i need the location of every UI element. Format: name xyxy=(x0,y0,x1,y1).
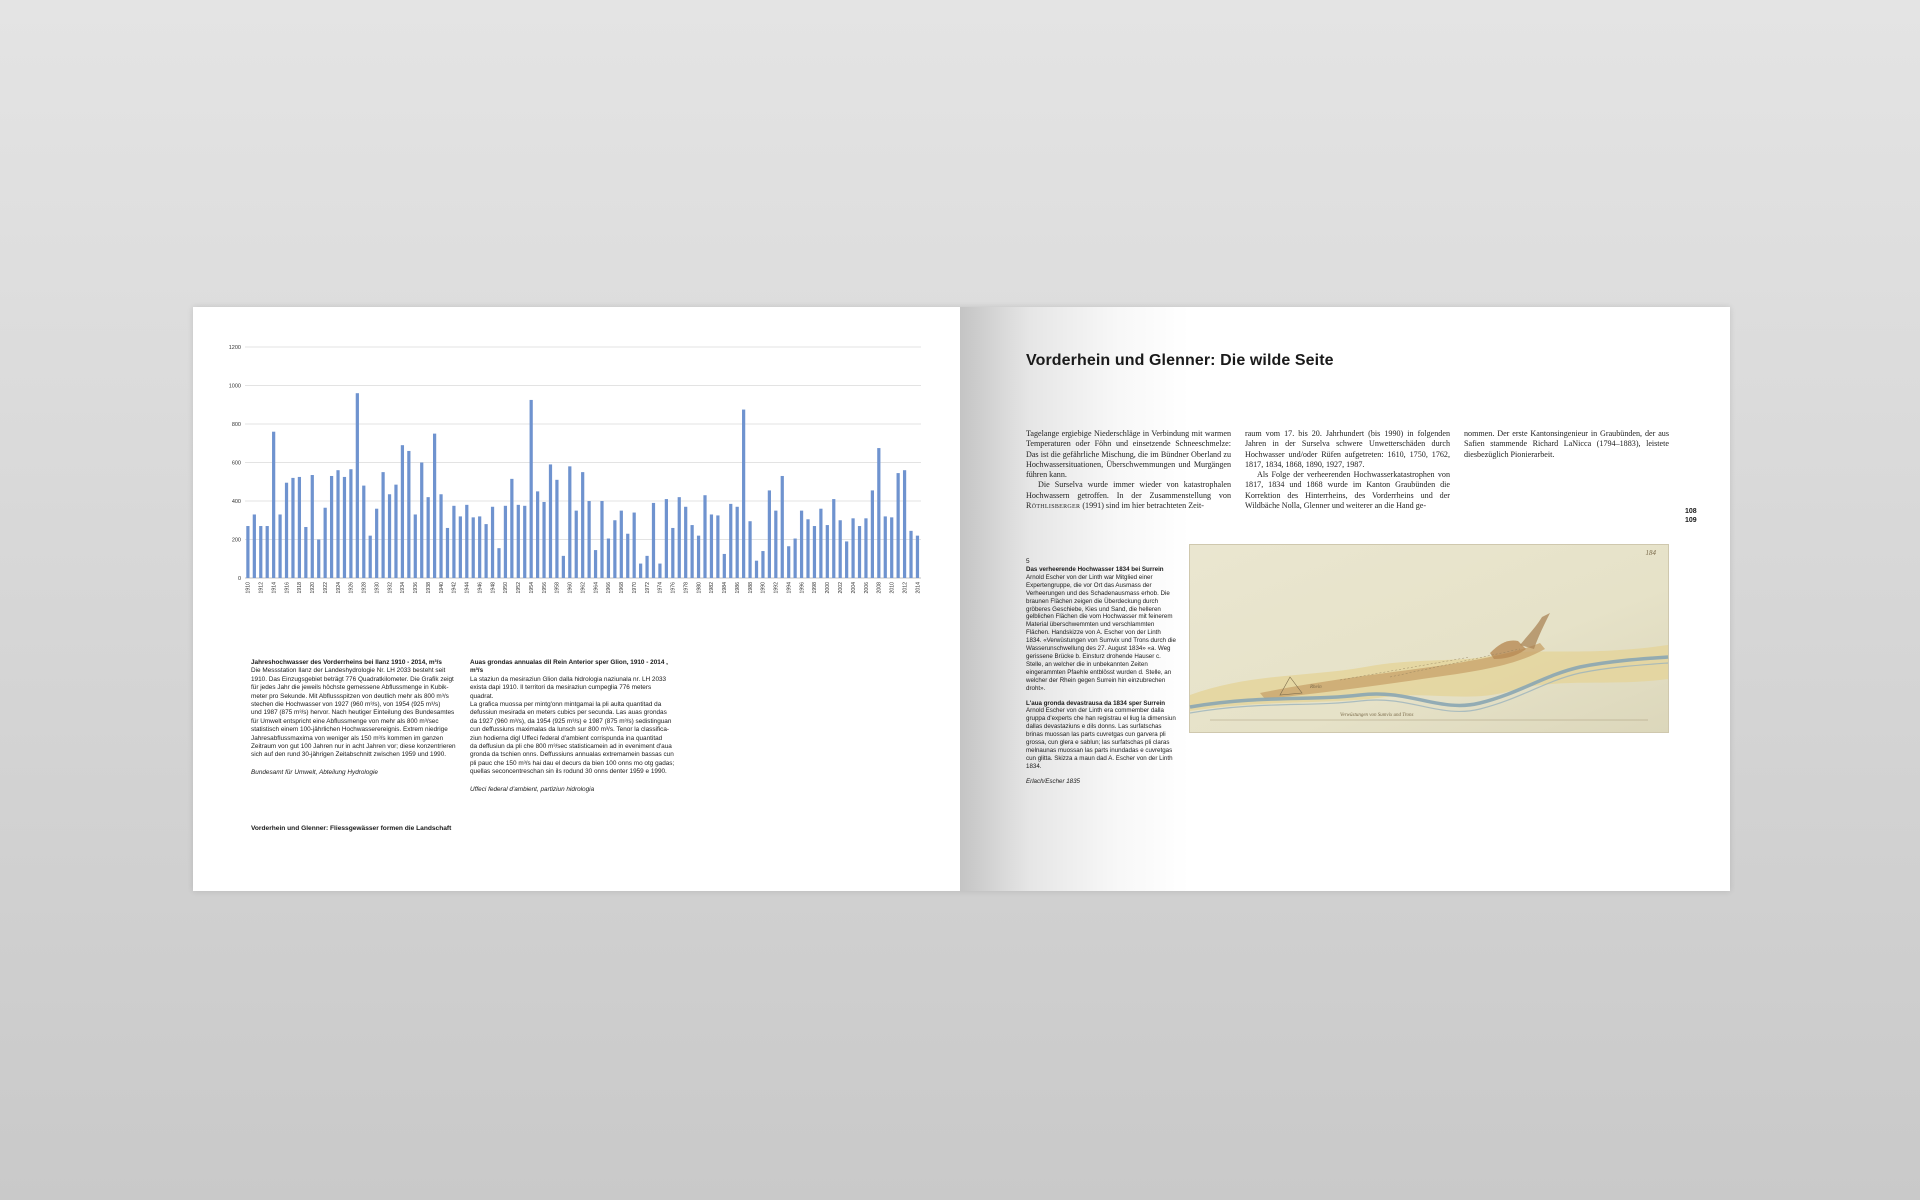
caption-line: pli pauc che 150 m³/s hai dau el decurs da bien 100 onns mo otg gadas; xyxy=(470,759,675,767)
flood-bar-chart xyxy=(228,345,923,657)
y-tick-label: 600 xyxy=(231,460,241,467)
bar xyxy=(819,509,822,578)
bar xyxy=(890,517,893,578)
x-tick-label: 1910 xyxy=(245,582,252,594)
bar xyxy=(336,470,339,578)
bar xyxy=(356,393,359,578)
paragraph: nommen. Der erste Kantonsingenieur in Graubünden, der aus Safien stammende Richard LaNicca (1794–1883), leistete diesbezüglich Pionierarbeit. xyxy=(1464,429,1669,459)
caption-german-source: Bundesamt für Umwelt, Abteilung Hydrologie xyxy=(251,768,378,776)
bar xyxy=(845,541,848,578)
x-tick-label: 1916 xyxy=(284,582,291,594)
bar xyxy=(864,518,867,578)
bar xyxy=(401,445,404,578)
left-page xyxy=(193,307,960,891)
right-page xyxy=(960,307,1730,891)
bar xyxy=(304,527,307,578)
bar xyxy=(884,516,887,578)
caption-romansh xyxy=(470,659,675,794)
caption-german-text xyxy=(251,667,456,759)
bar xyxy=(897,473,900,578)
x-tick-label: 1930 xyxy=(374,582,381,594)
y-tick-label: 800 xyxy=(231,422,241,428)
paragraph: Tagelange ergiebige Niederschläge in Verbindung mit warmen Temperaturen oder Föhn und einsetzende Schneeschmelze: Das ist die gefährliche Mischung, die im Bündner Oberland zu Hochwassersituationen, Überschwemmungen und Murgängen führen kann. xyxy=(1026,429,1231,480)
x-tick-label: 2006 xyxy=(863,582,870,594)
bar xyxy=(478,516,481,578)
caption-romansh-text xyxy=(470,676,675,777)
caption-line: La grafica muossa per mintg'onn mintgamai la pli aulta quantitad da xyxy=(470,701,662,709)
bar xyxy=(375,509,378,578)
page-number: 108 xyxy=(1685,508,1697,515)
x-tick-label: 1926 xyxy=(348,582,355,594)
bar xyxy=(671,528,674,578)
y-tick-label: 0 xyxy=(237,576,241,582)
bar xyxy=(678,497,681,578)
caption-german-title: Jahreshochwasser des Vorderrheins bei Ilanz 1910 - 2014, m³/s xyxy=(251,659,442,666)
caption-line: stechen die Hochwasser von 1927 (960 m³/s), von 1954 (925 m³/s) xyxy=(251,701,441,709)
bar xyxy=(420,463,423,579)
bar xyxy=(414,514,417,578)
bar xyxy=(555,480,558,578)
x-tick-label: 1962 xyxy=(580,582,587,594)
x-tick-label: 1996 xyxy=(799,582,806,594)
x-tick-label: 2000 xyxy=(825,582,832,594)
x-tick-label: 1974 xyxy=(657,582,664,594)
bar xyxy=(703,495,706,578)
x-tick-label: 1960 xyxy=(567,582,574,594)
bar xyxy=(510,479,513,578)
map-river-label: Rhein xyxy=(1310,685,1322,690)
caption-line: da 1927 (960 m³/s), da 1954 (925 m³/s) e 1987 (875 m³/s) sedistinguan xyxy=(470,717,672,725)
x-tick-label: 1998 xyxy=(812,582,819,594)
paragraph-text: Die Surselva wurde immer wieder von katastrophalen Hochwassern getroffen. In der Zusammenstellung von xyxy=(1026,480,1231,500)
bar xyxy=(324,508,327,578)
bar xyxy=(613,520,616,578)
bar xyxy=(858,526,861,578)
x-tick-label: 1924 xyxy=(335,582,342,594)
bar xyxy=(298,477,301,578)
figure-source: Erlach/Escher 1835 xyxy=(1026,777,1080,785)
body-column-3 xyxy=(1464,429,1669,460)
bar xyxy=(562,556,565,578)
paragraph: Als Folge der verheerenden Hochwasserkatastrophen von 1817, 1834 und 1868 wurde im Kanton Graubünden die Korrektion des Hinterrheins, des Vorderrheins und der Wildbäche Nolla, Glenner und weiterer an die Hand ge- xyxy=(1245,470,1450,511)
bar xyxy=(542,502,545,578)
caption-line: 1910. Das Einzugsgebiet beträgt 776 Quadratkilometer. Die Grafik zeigt xyxy=(251,675,454,683)
bar xyxy=(439,494,442,578)
bar xyxy=(652,503,655,578)
author-reference: Röthlisberger xyxy=(1026,501,1081,511)
x-tick-label: 1944 xyxy=(464,582,471,594)
caption-line: exista dapi 1910. Il territori da mesiraziun cumpeglia 776 meters quadrat. xyxy=(470,684,652,700)
caption-line: meter pro Sekunde. Mit Abflussspitzen von deutlich mehr als 800 m³/s xyxy=(251,692,449,700)
x-tick-label: 1966 xyxy=(606,582,613,594)
paragraph-text: (1991) sind im hier betrachteten Zeit- xyxy=(1080,501,1204,511)
bar xyxy=(742,410,745,578)
bar xyxy=(658,564,661,578)
x-tick-label: 1920 xyxy=(310,582,317,594)
bar xyxy=(639,564,642,578)
bar xyxy=(317,540,320,579)
x-tick-label: 1946 xyxy=(477,582,484,594)
bar xyxy=(259,526,262,578)
map-corner-label: 184 xyxy=(1645,549,1656,557)
bar xyxy=(246,526,249,578)
paragraph: raum vom 17. bis 20. Jahrhundert (bis 1990) in folgenden Jahren in der Surselva schwere Unwetterschäden durch Hochwasser und/oder Rüfen aufgetreten: 1610, 1750, 1762, 1817, 1834, 1868, 1890, 1927, 1987. xyxy=(1245,429,1450,469)
bar xyxy=(839,520,842,578)
bar xyxy=(285,483,288,578)
bar xyxy=(794,539,797,578)
figure-title-german: Das verheerende Hochwasser 1834 bei Surrein xyxy=(1026,566,1164,573)
bar xyxy=(427,497,430,578)
bar xyxy=(826,525,829,578)
caption-line: La staziun da mesiraziun Glion dalla hidrologia naziunala nr. LH 2033 xyxy=(470,675,667,683)
bar xyxy=(465,505,468,578)
x-tick-label: 1994 xyxy=(786,582,793,594)
bar xyxy=(446,528,449,578)
caption-line: quellas seconcentreschan sin ils rodund 30 onns denter 1959 e 1990. xyxy=(470,768,667,776)
y-tick-label: 1200 xyxy=(228,345,241,351)
bar xyxy=(620,511,623,578)
x-tick-label: 1934 xyxy=(400,582,407,594)
caption-line: Die Messstation Ilanz der Landeshydrologie Nr. LH 2033 besteht seit xyxy=(251,667,446,675)
bar xyxy=(761,551,764,578)
bar xyxy=(311,475,314,578)
caption-line: Zeitraum von gut 100 Jahren nur in acht Jahren vor; diese konzentrieren xyxy=(251,743,456,751)
caption-line: Jahresabflussmaxima von weniger als 150 m³/s kommen im ganzen xyxy=(251,734,444,742)
x-tick-label: 1942 xyxy=(451,582,458,594)
x-tick-label: 2002 xyxy=(838,582,845,594)
bar xyxy=(588,501,591,578)
body-column-1 xyxy=(1026,429,1231,511)
bar xyxy=(832,499,835,578)
caption-line: defussiun mesirada en meters cubics per secunda. Las auas grondas xyxy=(470,709,667,717)
bar xyxy=(787,546,790,578)
bar xyxy=(736,507,739,578)
bar xyxy=(407,451,410,578)
x-tick-label: 1972 xyxy=(644,582,651,594)
x-tick-label: 1956 xyxy=(541,582,548,594)
figure-title-romansh: L'aua gronda devastrausa da 1834 sper Surrein xyxy=(1026,699,1166,707)
bar xyxy=(472,517,475,578)
x-tick-label: 1968 xyxy=(619,582,626,594)
caption-line: für jedes Jahr die jeweils höchste gemessene Abflussmenge in Kubik- xyxy=(251,684,449,692)
caption-line: sich auf den rund 30-jährigen Zeitabschnitt zwischen 1959 und 1990. xyxy=(251,751,447,759)
bar xyxy=(626,534,629,578)
bar xyxy=(600,501,603,578)
bar xyxy=(575,511,578,578)
bar xyxy=(484,524,487,578)
bar xyxy=(813,526,816,578)
caption-line: statistisch einem 100-jährlichen Hochwasserereignis. Extrem niedrige xyxy=(251,726,448,734)
x-tick-label: 1986 xyxy=(734,582,741,594)
bar xyxy=(607,539,610,578)
bar xyxy=(388,494,391,578)
bar xyxy=(909,531,912,578)
x-tick-label: 1936 xyxy=(413,582,420,594)
bar xyxy=(536,491,539,578)
figure-text-romansh: Arnold Escher von der Linth era commember dalla gruppa d'experts che han registrau el liug la dimensiun dallas devastaziuns e dils donns. Las surfatschas brinas muossan las parts cuvretgas cun garvera pli grossa, cun glera e sablun; las surfatschas pli claras melnaunas muossan las parts inundadas e cuvretgas cun glitta. Skizza a maun dad A. Escher von der Linth 1834. xyxy=(1026,707,1176,770)
bar xyxy=(768,490,771,578)
figure-number: 5 xyxy=(1026,558,1030,565)
caption-line: cun deffussiuns maximalas da lunsch sur 800 m³/s. Tenor la classifica- xyxy=(470,726,670,734)
bar xyxy=(330,476,333,578)
bar xyxy=(278,514,281,578)
x-tick-label: 1958 xyxy=(554,582,561,594)
y-tick-label: 1000 xyxy=(228,383,241,390)
caption-line: für Umwelt entspricht eine Abflussmenge von mehr als 800 m³/sec xyxy=(251,717,439,725)
x-tick-label: 1940 xyxy=(438,582,445,594)
figure-text-german: Arnold Escher von der Linth war Mitglied einer Expertengruppe, die vor Ort das Ausmass der Verheerungen und des Schadenausmass erhob. Die braunen Flächen zeigen die Überdeckung durch gröberes Geschiebe, Kies und Sand, die helleren gelblichen Flächen die vom Hochwasser mit feinerem Material überschwemmten und verschlammten Flächen. Handskizze von A. Escher von der Linth 1834. «Verwüstungen von Sumvix und Trons durch die Wasserunschwellung des 27. August 1834» «a. Weg gerissene Brücke b. Einsturz drohende Hauser c. Stelle, an welcher die in unbekannten Zeiten eingerammten Pfaehle entblösst wurden d. Stelle, an welcher der Rhein gegen Surrein hin einzubrechen droht». xyxy=(1026,573,1176,692)
bar xyxy=(343,477,346,578)
caption-line: gronda da tschien onns. Deffussiuns annualas extremamein bassas cun xyxy=(470,751,674,759)
bar xyxy=(871,490,874,578)
bar xyxy=(800,511,803,578)
bar xyxy=(781,476,784,578)
x-tick-label: 1912 xyxy=(258,582,265,594)
x-tick-label: 1984 xyxy=(722,582,729,594)
bar xyxy=(530,400,533,578)
bar xyxy=(697,536,700,578)
x-tick-label: 1918 xyxy=(297,582,304,594)
y-tick-label: 400 xyxy=(231,499,241,505)
bar xyxy=(755,561,758,578)
x-tick-label: 1922 xyxy=(322,582,329,594)
x-tick-label: 1928 xyxy=(361,582,368,594)
book-spread xyxy=(193,307,1730,891)
x-tick-label: 2010 xyxy=(889,582,896,594)
bar xyxy=(549,464,552,578)
bar xyxy=(291,478,294,578)
bar xyxy=(710,514,713,578)
bar xyxy=(523,506,526,578)
bar xyxy=(452,506,455,578)
x-tick-label: 1976 xyxy=(670,582,677,594)
bar xyxy=(774,511,777,578)
caption-romansh-title: Auas grondas annualas dil Rein Anterior sper Glion, 1910 - 2014 , m³/s xyxy=(470,659,668,675)
x-tick-label: 1980 xyxy=(696,582,703,594)
bar xyxy=(362,486,365,578)
bar xyxy=(748,521,751,578)
caption-line: und 1987 (875 m³/s) hervor. Nach heutiger Einteilung des Bundesamtes xyxy=(251,709,455,717)
bar xyxy=(581,472,584,578)
bar xyxy=(433,434,436,578)
bar xyxy=(633,513,636,578)
paragraph xyxy=(1026,480,1231,511)
bar xyxy=(497,548,500,578)
bar xyxy=(665,499,668,578)
map-drawing xyxy=(1190,545,1668,732)
caption-romansh-source: Uffeci federal d'ambient, partiziun hidrologia xyxy=(470,785,595,793)
x-tick-label: 2008 xyxy=(876,582,883,594)
bar xyxy=(459,516,462,578)
bar xyxy=(903,470,906,578)
x-tick-label: 1932 xyxy=(387,582,394,594)
bar xyxy=(691,525,694,578)
x-tick-label: 1970 xyxy=(631,582,638,594)
x-tick-label: 2012 xyxy=(902,582,909,594)
page-heading: Vorderhein und Glenner: Die wilde Seite xyxy=(1026,352,1334,369)
bar xyxy=(684,507,687,578)
bar xyxy=(716,515,719,578)
bar xyxy=(851,518,854,578)
y-tick-label: 200 xyxy=(231,537,241,544)
x-tick-label: 1952 xyxy=(516,582,523,594)
x-tick-label: 1954 xyxy=(528,582,535,594)
bar xyxy=(729,504,732,578)
bar xyxy=(266,526,269,578)
bar xyxy=(253,514,256,578)
bar xyxy=(491,507,494,578)
bar xyxy=(568,466,571,578)
x-tick-label: 1992 xyxy=(773,582,780,594)
x-tick-label: 1988 xyxy=(747,582,754,594)
historic-map-sketch xyxy=(1189,544,1669,733)
x-tick-label: 1950 xyxy=(503,582,510,594)
x-tick-label: 1948 xyxy=(490,582,497,594)
x-tick-label: 2004 xyxy=(850,582,857,594)
bar xyxy=(394,485,397,578)
bar xyxy=(723,554,726,578)
bar xyxy=(504,506,507,578)
bar xyxy=(369,536,372,578)
bar xyxy=(381,472,384,578)
x-tick-label: 1978 xyxy=(683,582,690,594)
running-footer: Vorderhein und Glenner: Fliessgewässer formen die Landschaft xyxy=(251,825,452,832)
x-tick-label: 1982 xyxy=(709,582,716,594)
bar xyxy=(645,556,648,578)
bar xyxy=(916,536,919,578)
page-numbers xyxy=(1685,507,1697,525)
bar xyxy=(806,519,809,578)
x-tick-label: 2014 xyxy=(915,582,922,594)
x-tick-label: 1990 xyxy=(760,582,767,594)
x-tick-label: 1914 xyxy=(271,582,278,594)
figure-caption xyxy=(1026,566,1176,786)
page-number: 109 xyxy=(1685,517,1697,524)
body-column-2 xyxy=(1245,429,1450,511)
bar xyxy=(349,469,352,578)
bar xyxy=(594,550,597,578)
map-title-label: Verwüstungen von Sumvix und Trons xyxy=(1340,713,1414,718)
bar xyxy=(877,448,880,578)
x-tick-label: 1938 xyxy=(425,582,432,594)
caption-line: da deffusiun da pli che 800 m³/sec statisticamein ad in eveniment d'aua xyxy=(470,743,672,751)
bar xyxy=(517,505,520,578)
bar xyxy=(272,432,275,578)
caption-german xyxy=(251,659,456,777)
x-tick-label: 1964 xyxy=(593,582,600,594)
caption-line: ziun hodierna digl Uffeci federal d'ambient corrispunda ina quantitad xyxy=(470,734,663,742)
